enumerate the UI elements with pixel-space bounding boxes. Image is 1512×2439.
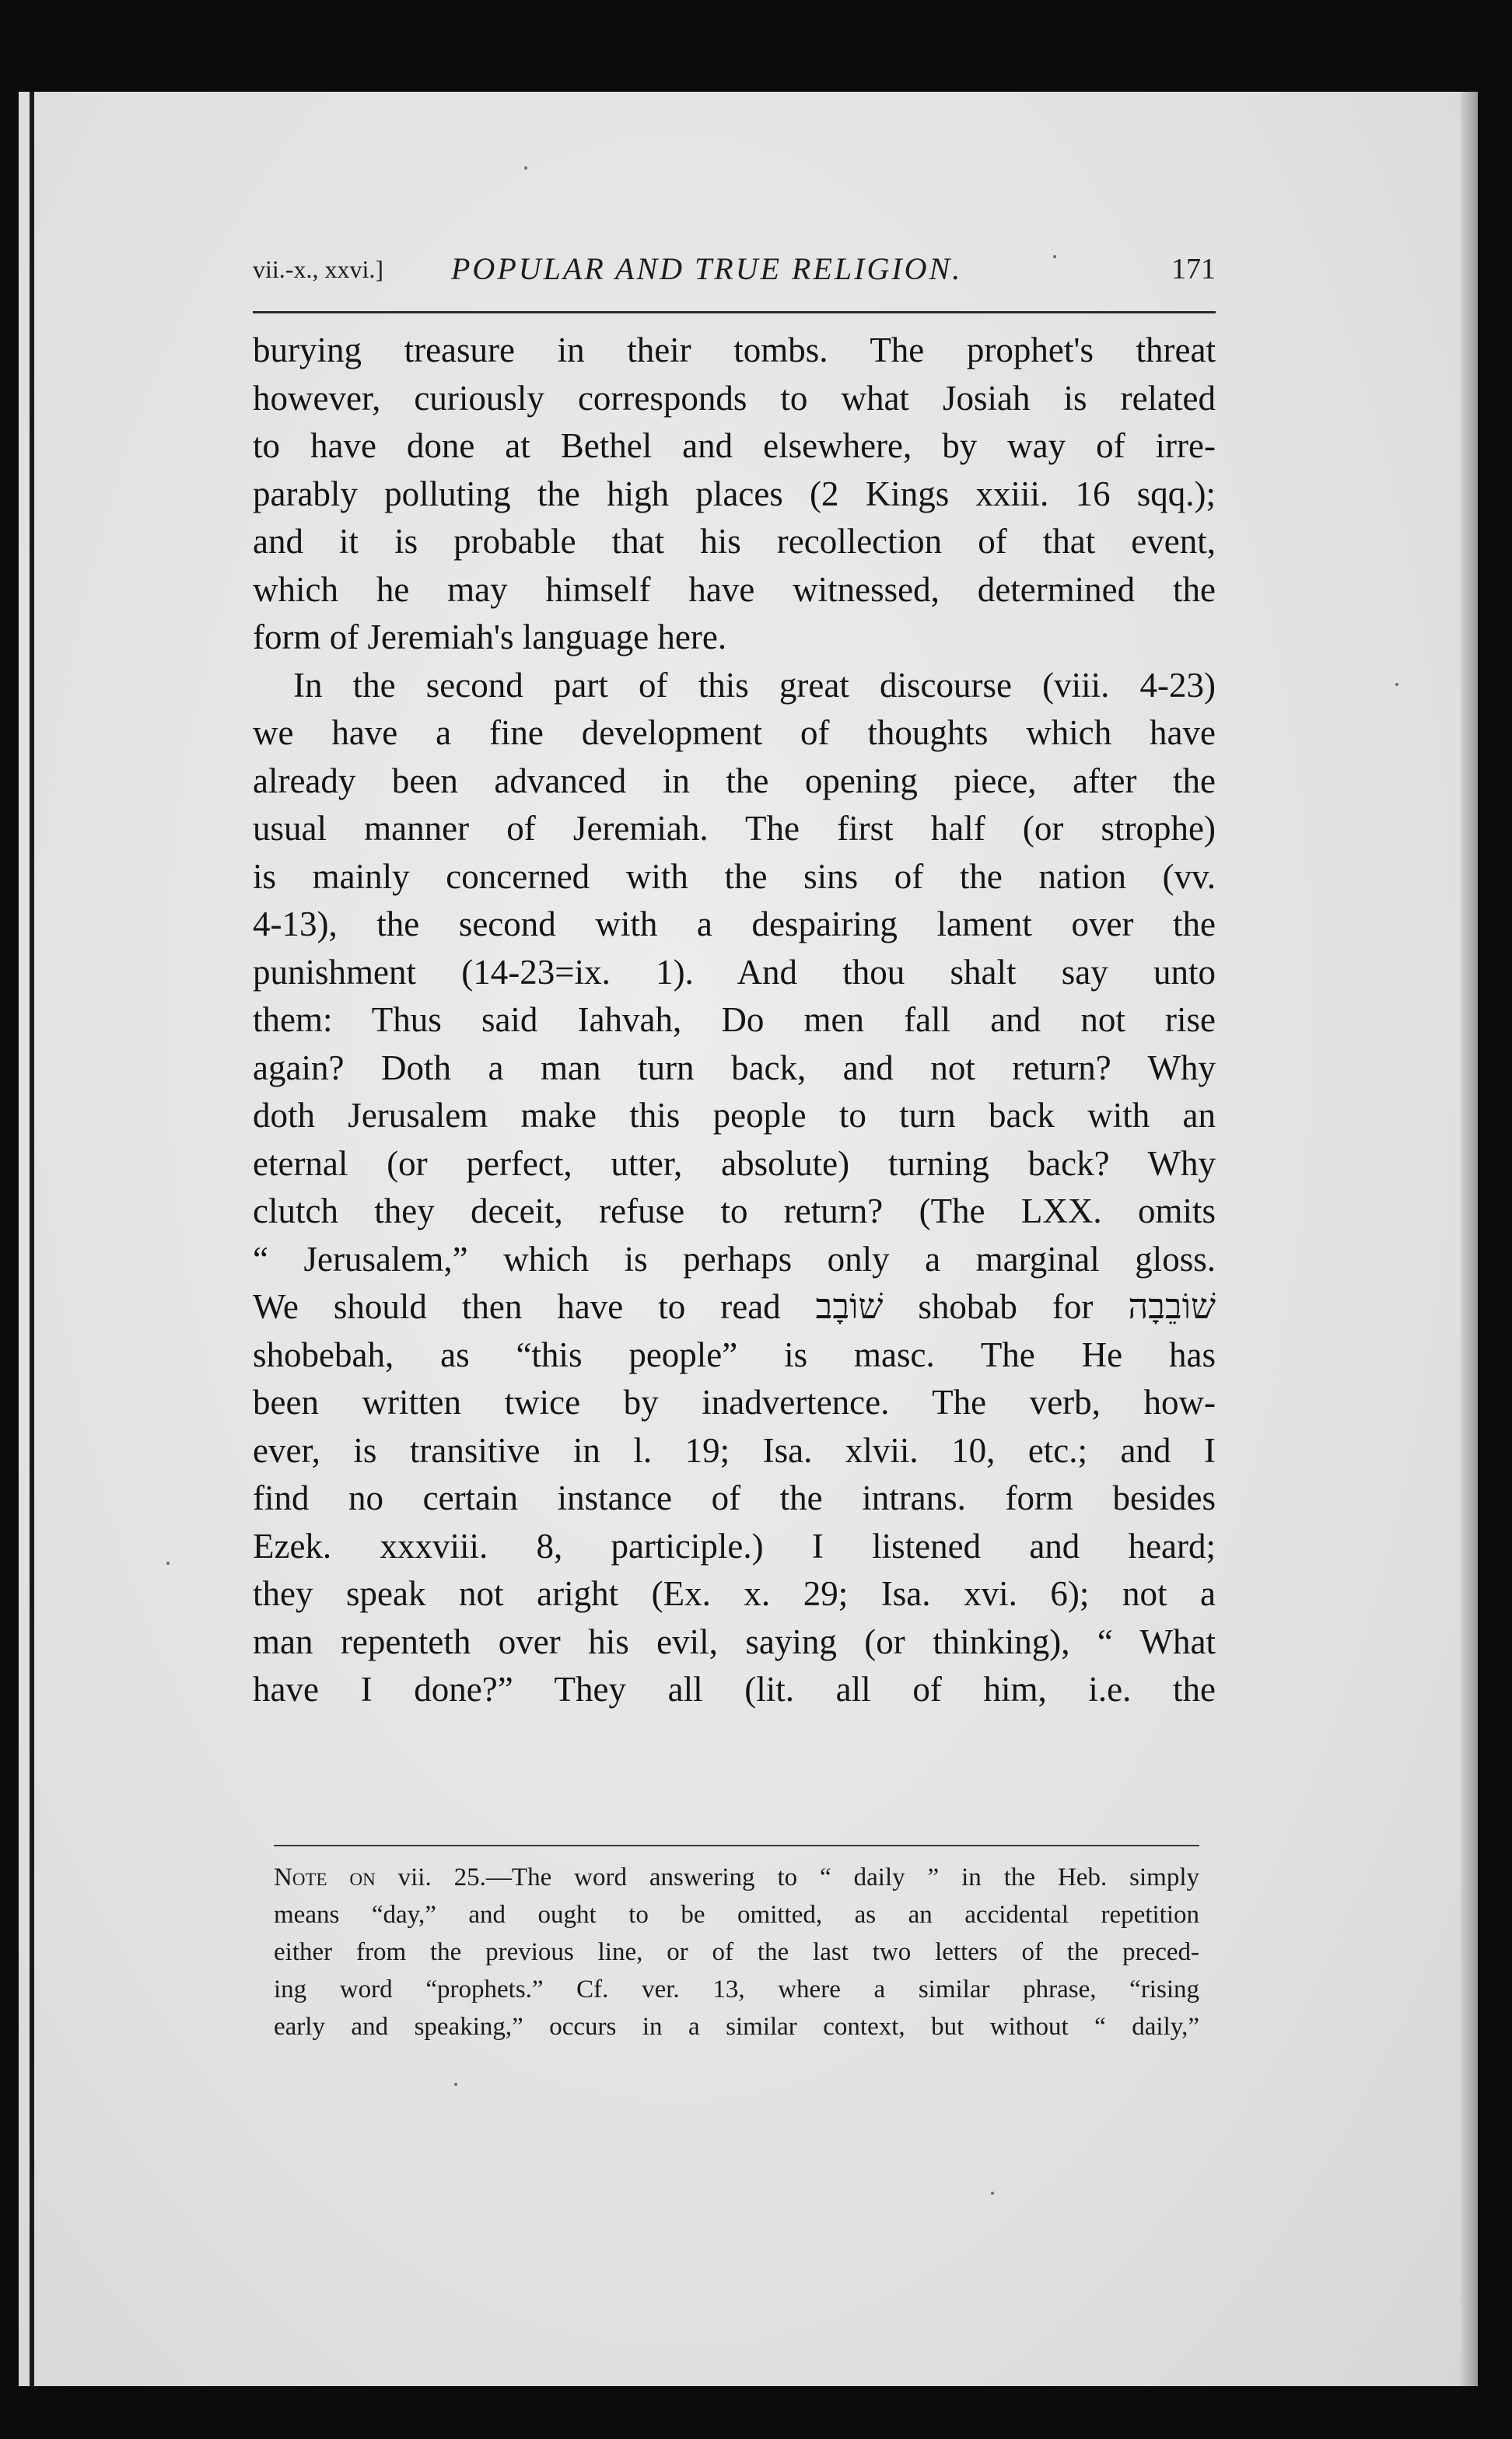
text-line: “ Jerusalem,” which is perhaps only a marginal gloss. [253,1239,1216,1279]
text-line: man repenteth over his evil, saying (or thinking), “ What [253,1622,1216,1661]
paper-speck [454,2083,457,2086]
text-line: however, curiously corresponds to what Josiah is related [253,378,1216,418]
page-spine-edge [30,92,34,2386]
running-header [253,250,1216,297]
running-header-section: vii.-x., xxvi.] [253,255,383,283]
text-line: ever, is transitive in l. 19; Isa. xlvii. 10, etc.; and I [253,1430,1216,1470]
text-line: form of Jeremiah's language here. [253,618,727,656]
running-header-title: POPULAR AND TRUE RELIGION. [451,251,963,286]
text-line: already been advanced in the opening piece, after the [253,761,1216,800]
footnote-rule [274,1845,1199,1846]
paper-speck [166,1562,170,1565]
footnote [274,1859,1199,2045]
page-right-edge [1461,92,1478,2386]
paper-speck [1395,683,1398,686]
footnote-label: Note on [274,1863,376,1891]
text-line: burying treasure in their tombs. The prophet's threat [253,331,1216,369]
body-text [253,327,1216,1714]
text-line: clutch they deceit, refuse to return? (The LXX. omits [253,1192,1216,1230]
text-line: We should then have to read שׁוֹבָב shobab for שׁוֹבֵבָה [253,1287,1216,1326]
text-line: Ezek. xxxviii. 8, participle.) I listened and heard; [253,1526,1216,1566]
paper-speck [991,2192,994,2195]
text-line: them: Thus said Iahvah, Do men fall and not rise [253,1000,1216,1039]
header-rule [253,311,1216,313]
text-line: and it is probable that his recollection of that event, [253,522,1216,561]
page-number: 171 [1171,253,1216,285]
text-line: 4-13), the second with a despairing lament over the [253,905,1216,943]
footnote-line: means “day,” and ought to be omitted, as an accidental repetition [274,1901,1199,1929]
text-line: to have done at Bethel and elsewhere, by way of irre- [253,426,1216,465]
footnote-line: ing word “prophets.” Cf. ver. 13, where a similar phrase, “rising [274,1975,1199,2003]
text-line: again? Doth a man turn back, and not return? Why [253,1048,1216,1087]
footnote-line-text: vii. 25.—The word answering to “ daily ” in the Heb. simply [375,1863,1199,1891]
text-line: punishment (14-23=ix. 1). And thou shalt say unto [253,952,1216,992]
text-line: usual manner of Jeremiah. The first half (or strophe) [253,809,1216,848]
text-line: they speak not aright (Ex. x. 29; Isa. xvi. 6); not a [253,1574,1216,1613]
text-line: parably polluting the high places (2 Kings xxiii. 16 sqq.); [253,474,1216,513]
text-line: have I done?” They all (lit. all of him, i.e. the [253,1670,1216,1709]
text-line: been written twice by inadvertence. The verb, how- [253,1383,1216,1422]
footnote-line: either from the previous line, or of the last two letters of the preced- [274,1938,1199,1966]
text-line: eternal (or perfect, utter, absolute) turning back? Why [253,1143,1216,1183]
text-line: In the second part of this great discourse (viii. 4-23) [293,665,1216,705]
paper-speck [524,166,527,170]
text-line: find no certain instance of the intrans. form besides [253,1478,1216,1517]
text-line: we have a fine development of thoughts which have [253,713,1216,752]
text-line: shobebah, as “this people” is masc. The He has [253,1335,1216,1374]
footnote-line: early and speaking,” occurs in a similar context, but without “ daily,” [274,2013,1199,2041]
text-line: which he may himself have witnessed, determined the [253,569,1216,609]
text-line: is mainly concerned with the sins of the nation (vv. [253,856,1216,896]
footnote-line [274,1859,1199,1896]
text-line: doth Jerusalem make this people to turn back with an [253,1096,1216,1135]
